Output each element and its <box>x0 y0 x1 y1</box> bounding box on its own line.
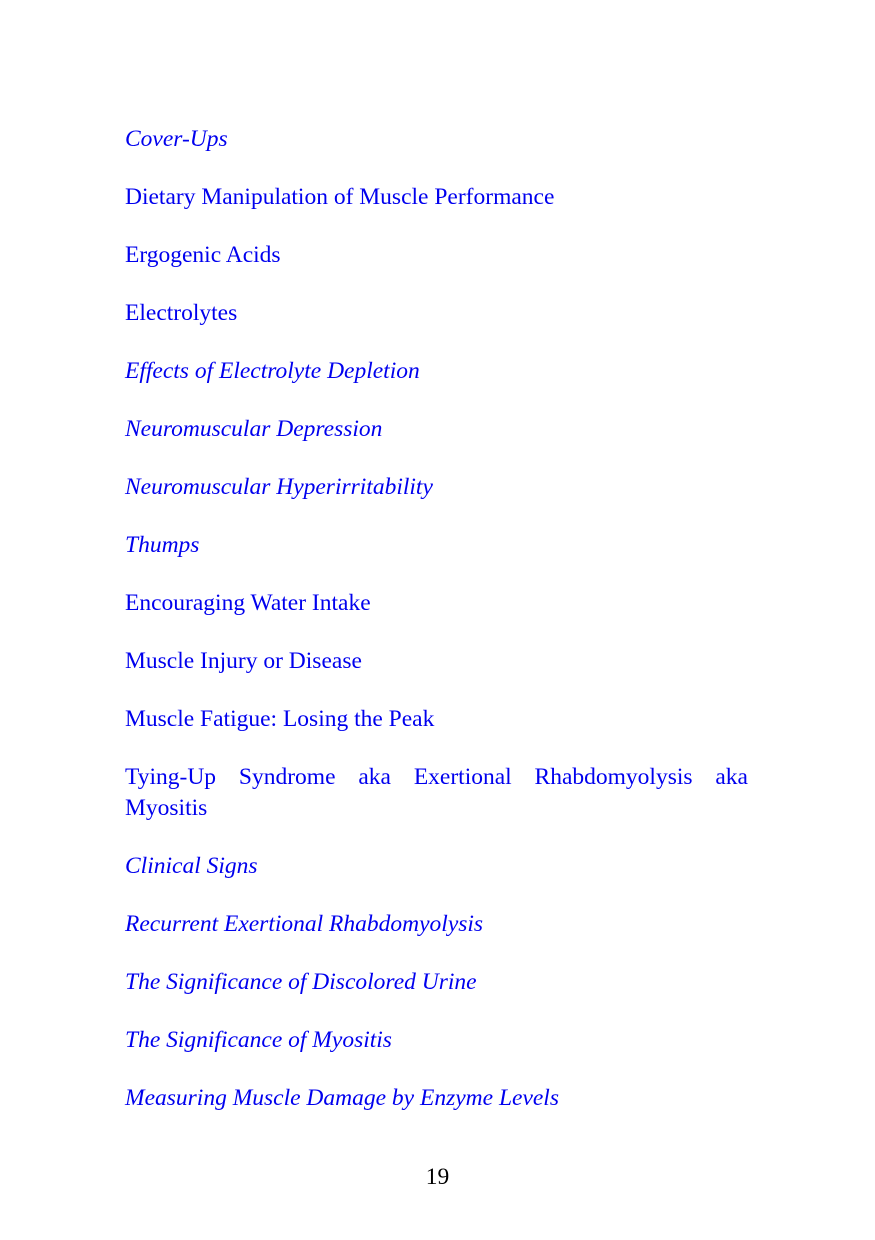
toc-entry-clinical-signs[interactable]: Clinical Signs <box>125 852 258 879</box>
toc-entry-significance-of-discolored-urine[interactable]: The Significance of Discolored Urine <box>125 968 477 995</box>
toc-entry-measuring-muscle-damage[interactable]: Measuring Muscle Damage by Enzyme Levels <box>125 1084 559 1111</box>
toc-entry-muscle-injury-or-disease[interactable]: Muscle Injury or Disease <box>125 648 362 674</box>
table-of-contents <box>125 124 748 1141</box>
toc-entry-neuromuscular-depression[interactable]: Neuromuscular Depression <box>125 416 383 442</box>
toc-entry-effects-of-electrolyte-depletion[interactable]: Effects of Electrolyte Depletion <box>125 358 420 384</box>
toc-entry-encouraging-water-intake[interactable]: Encouraging Water Intake <box>125 590 371 616</box>
toc-entry-cover-ups[interactable]: Cover-Ups <box>125 126 228 152</box>
toc-entry-thumps[interactable]: Thumps <box>125 532 200 558</box>
page-number: 19 <box>425 1164 450 1190</box>
toc-entry-muscle-fatigue[interactable]: Muscle Fatigue: Losing the Peak <box>125 706 435 732</box>
toc-entry-electrolytes[interactable]: Electrolytes <box>125 300 238 326</box>
toc-entry-recurrent-exertional-rhabdomyolysis[interactable]: Recurrent Exertional Rhabdomyolysis <box>125 910 484 937</box>
toc-entry-dietary-manipulation[interactable]: Dietary Manipulation of Muscle Performance <box>125 184 555 210</box>
toc-entry-tying-up-syndrome[interactable]: Tying-Up Syndrome aka Exertional Rhabdomyolysis aka Myositis <box>125 764 748 821</box>
toc-entry-significance-of-myositis[interactable]: The Significance of Myositis <box>125 1026 392 1053</box>
toc-entry-neuromuscular-hyperirritability[interactable]: Neuromuscular Hyperirritability <box>125 474 433 500</box>
toc-entry-ergogenic-acids[interactable]: Ergogenic Acids <box>125 242 281 268</box>
